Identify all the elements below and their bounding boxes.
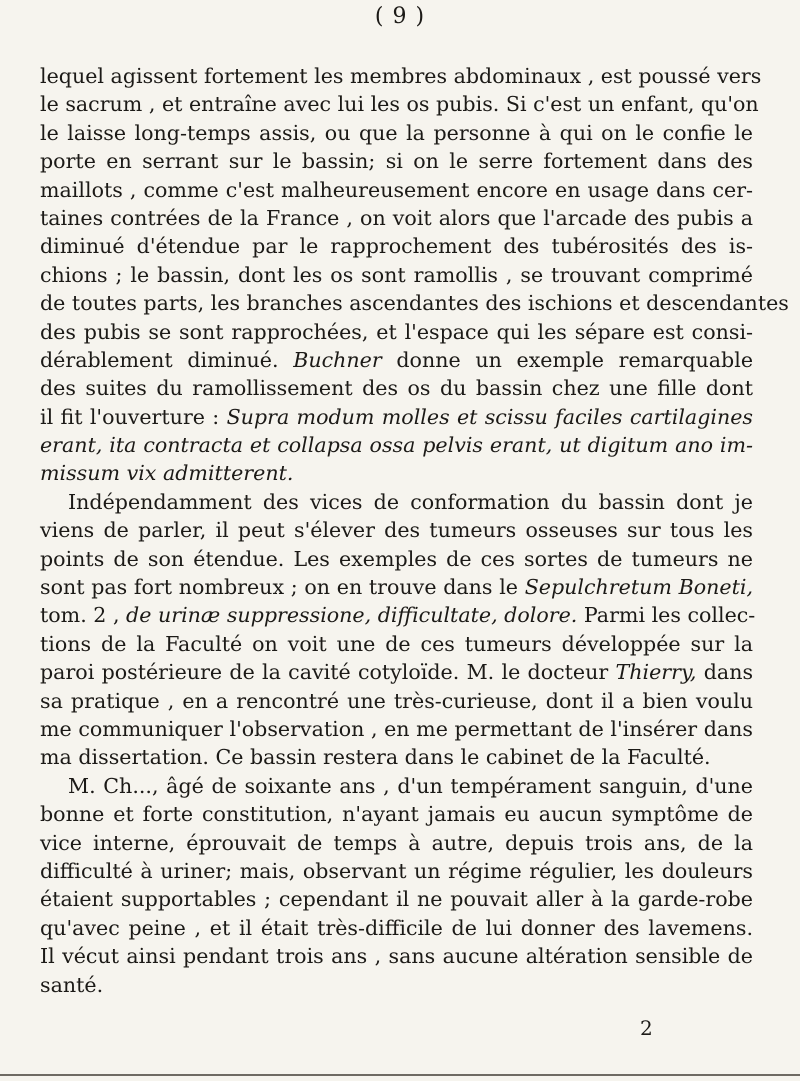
book-title: Sepulchretum Boneti, [524, 575, 754, 600]
text-line: sa pratique , en a rencontré une très-curieuse, dont il a bien voulu [40, 688, 753, 713]
text-line: Indépendamment des vices de conformation du bassin dont je [68, 489, 753, 514]
signature-mark: 2 [640, 1016, 653, 1040]
text-line: il fit l'ouverture : Supra modum molles et scissu faciles cartilagines [40, 404, 753, 429]
text-line: sont pas fort nombreux ; on en trouve dans le Sepulchretum Boneti, [40, 575, 754, 600]
text-line [40, 459, 753, 487]
text-line: lequel agissent fortement les membres abdominaux , est poussé vers [40, 64, 762, 88]
text-line: paroi postérieure de la cavité cotyloïde. M. le docteur Thierry, dans [40, 660, 754, 685]
text-line: de toutes parts, les branches ascendantes des ischions et descendantes [40, 291, 789, 316]
body-text [40, 62, 789, 999]
text-line [40, 431, 753, 459]
text-line: porte en serrant sur le bassin; si on le serre fortement dans des [40, 149, 753, 174]
text-line: viens de parler, il peut s'élever des tumeurs osseuses sur tous les [40, 518, 753, 543]
author-name-buchner: Buchner [293, 347, 382, 372]
text-line: des pubis se sont rapprochées, et l'espace qui les sépare est consi- [40, 319, 753, 344]
text-line: taines contrées de la France , on voit alors que l'arcade des pubis a [40, 205, 753, 230]
text-line: dérablement diminué. Buchner donne un exemple remarquable [40, 347, 754, 372]
chapter-title: de urinæ suppressione, difficultate, dolore. [126, 603, 578, 628]
text-line: M. Ch..., âgé de soixante ans , d'un tempérament sanguin, d'une [68, 773, 753, 798]
text-line: des suites du ramollissement des os du bassin chez une fille dont [40, 376, 753, 401]
text-line: maillots , comme c'est malheureusement encore en usage dans cer- [40, 177, 753, 202]
text-line: Il vécut ainsi pendant trois ans , sans aucune altération sensible de [40, 944, 753, 969]
latin-quote: Supra modum molles et scissu faciles cartilagines [226, 404, 753, 429]
text-line: difficulté à uriner; mais, observant un régime régulier, les douleurs [40, 858, 753, 883]
text-line: bonne et forte constitution, n'ayant jamais eu aucun symptôme de [40, 802, 753, 827]
text-line: points de son étendue. Les exemples de ces sortes de tumeurs ne [40, 546, 753, 571]
text-line: vice interne, éprouvait de temps à autre, depuis trois ans, de la [40, 830, 753, 855]
page-number: ( 9 ) [374, 4, 426, 29]
text-line: tions de la Faculté on voit une de ces tumeurs développée sur la [40, 631, 753, 656]
text-line: le sacrum , et entraîne avec lui les os pubis. Si c'est un enfant, qu'on [40, 92, 759, 117]
text-line: me communiquer l'observation , en me permettant de l'insérer dans [40, 716, 753, 741]
text-line: ma dissertation. Ce bassin restera dans le cabinet de la Faculté. [40, 745, 711, 770]
text-line: tom. 2 , de urinæ suppressione, difficultate, dolore. Parmi les collec- [40, 603, 756, 628]
latin-quote: missum vix admitterent. [40, 461, 294, 486]
text-line: chions ; le bassin, dont les os sont ramollis , se trouvant comprimé [40, 262, 753, 287]
text-line: qu'avec peine , et il était très-difficile de lui donner des lavemens. [40, 915, 753, 940]
text-line: santé. [40, 972, 104, 997]
text-line: diminué d'étendue par le rapprochement des tubérosités des is- [40, 234, 753, 259]
latin-quote: erant, ita contracta et collapsa ossa pelvis erant, ut digitum ano im- [40, 433, 753, 458]
text-line: le laisse long-temps assis, ou que la personne à qui on le confie le [40, 120, 753, 145]
text-line: étaient supportables ; cependant il ne pouvait aller à la garde-robe [40, 887, 753, 912]
author-name-thierry: Thierry, [615, 660, 697, 685]
page-edge-divider [0, 1074, 800, 1076]
